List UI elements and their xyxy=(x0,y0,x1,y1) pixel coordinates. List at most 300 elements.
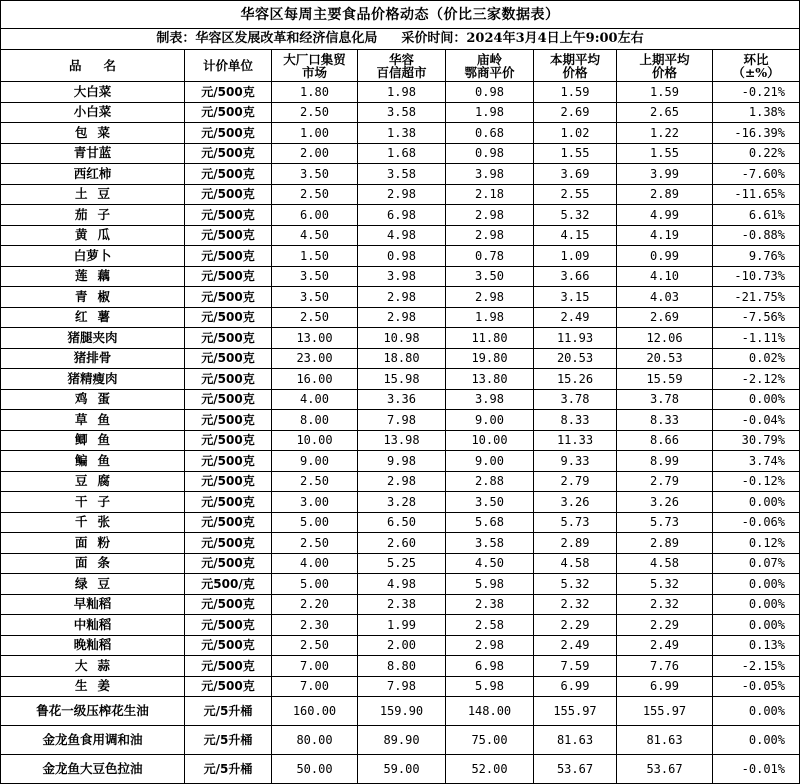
item-name: 黄瓜 xyxy=(1,225,185,246)
current-avg-price: 2.79 xyxy=(534,471,617,492)
market2-price: 9.98 xyxy=(358,451,446,472)
previous-avg-price: 6.99 xyxy=(617,676,713,697)
table-row xyxy=(1,82,800,103)
market3-price: 11.80 xyxy=(446,328,534,349)
table-row xyxy=(1,594,800,615)
market1-price: 16.00 xyxy=(272,369,358,390)
unit-cell: 元/500克 xyxy=(185,143,272,164)
unit-cell: 元/500克 xyxy=(185,635,272,656)
market2-price: 2.98 xyxy=(358,184,446,205)
header-market2-line1: 华容 xyxy=(388,51,414,67)
unit-cell: 元/500克 xyxy=(185,430,272,451)
ratio-value: -21.75% xyxy=(713,287,800,308)
unit-cell: 元/500克 xyxy=(185,266,272,287)
header-current-line1: 本期平均 xyxy=(549,51,600,67)
table-row xyxy=(1,164,800,185)
market2-price: 7.98 xyxy=(358,676,446,697)
table-row xyxy=(1,553,800,574)
header-ratio xyxy=(713,50,800,82)
market3-price: 52.00 xyxy=(446,755,534,784)
unit-cell: 元/500克 xyxy=(185,123,272,144)
unit-cell: 元/500克 xyxy=(185,594,272,615)
table-row xyxy=(1,697,800,726)
ratio-value: 0.00% xyxy=(713,726,800,755)
market2-price: 13.98 xyxy=(358,430,446,451)
market2-price: 18.80 xyxy=(358,348,446,369)
market3-price: 10.00 xyxy=(446,430,534,451)
item-name: 金龙鱼食用调和油 xyxy=(1,726,185,755)
market1-price: 2.50 xyxy=(272,184,358,205)
table-row xyxy=(1,410,800,431)
market3-price: 9.00 xyxy=(446,451,534,472)
unit-cell: 元/500克 xyxy=(185,410,272,431)
ratio-value: -11.65% xyxy=(713,184,800,205)
market2-price: 3.28 xyxy=(358,492,446,513)
unit-cell: 元/5升桶 xyxy=(185,755,272,784)
unit-cell: 元/500克 xyxy=(185,512,272,533)
header-market3-line2: 鄂商平价 xyxy=(464,64,515,80)
market2-price: 0.98 xyxy=(358,246,446,267)
header-current-line2: 价格 xyxy=(562,64,588,80)
item-name: 豆腐 xyxy=(1,471,185,492)
previous-avg-price: 2.89 xyxy=(617,533,713,554)
ratio-value: -10.73% xyxy=(713,266,800,287)
header-market1-line1: 大厂口集贸 xyxy=(283,51,346,67)
market3-price: 3.58 xyxy=(446,533,534,554)
market3-price: 6.98 xyxy=(446,656,534,677)
current-avg-price: 1.59 xyxy=(534,82,617,103)
market2-price: 2.98 xyxy=(358,307,446,328)
previous-avg-price: 12.06 xyxy=(617,328,713,349)
ratio-value: 0.00% xyxy=(713,492,800,513)
table-row xyxy=(1,287,800,308)
current-avg-price: 11.93 xyxy=(534,328,617,349)
current-avg-price: 5.73 xyxy=(534,512,617,533)
market1-price: 2.20 xyxy=(272,594,358,615)
table-row xyxy=(1,348,800,369)
item-name: 土豆 xyxy=(1,184,185,205)
market2-price: 59.00 xyxy=(358,755,446,784)
market3-price: 2.38 xyxy=(446,594,534,615)
unit-cell: 元/500克 xyxy=(185,615,272,636)
previous-avg-price: 81.63 xyxy=(617,726,713,755)
table-row xyxy=(1,143,800,164)
ratio-value: -0.21% xyxy=(713,82,800,103)
unit-cell: 元/500克 xyxy=(185,184,272,205)
ratio-value: -0.05% xyxy=(713,676,800,697)
header-current-avg xyxy=(534,50,617,82)
previous-avg-price: 0.99 xyxy=(617,246,713,267)
table-row xyxy=(1,471,800,492)
table-row xyxy=(1,369,800,390)
market3-price: 0.98 xyxy=(446,82,534,103)
item-name: 青甘蓝 xyxy=(1,143,185,164)
market1-price: 3.50 xyxy=(272,164,358,185)
header-market1-line2: 市场 xyxy=(301,64,327,80)
market3-price: 9.00 xyxy=(446,410,534,431)
current-avg-price: 53.67 xyxy=(534,755,617,784)
previous-avg-price: 2.79 xyxy=(617,471,713,492)
item-name: 猪排骨 xyxy=(1,348,185,369)
market3-price: 2.98 xyxy=(446,225,534,246)
previous-avg-price: 4.03 xyxy=(617,287,713,308)
ratio-value: -7.60% xyxy=(713,164,800,185)
item-name: 大蒜 xyxy=(1,656,185,677)
item-name: 生姜 xyxy=(1,676,185,697)
previous-avg-price: 3.99 xyxy=(617,164,713,185)
market3-price: 0.98 xyxy=(446,143,534,164)
market3-price: 0.68 xyxy=(446,123,534,144)
market1-price: 9.00 xyxy=(272,451,358,472)
table-row xyxy=(1,755,800,784)
item-name: 金龙鱼大豆色拉油 xyxy=(1,755,185,784)
previous-avg-price: 15.59 xyxy=(617,369,713,390)
table-row xyxy=(1,451,800,472)
market3-price: 1.98 xyxy=(446,102,534,123)
current-avg-price: 3.78 xyxy=(534,389,617,410)
market1-price: 4.00 xyxy=(272,553,358,574)
previous-avg-price: 4.99 xyxy=(617,205,713,226)
market3-price: 2.98 xyxy=(446,205,534,226)
market1-price: 2.50 xyxy=(272,102,358,123)
current-avg-price: 6.99 xyxy=(534,676,617,697)
current-avg-price: 2.89 xyxy=(534,533,617,554)
current-avg-price: 1.55 xyxy=(534,143,617,164)
unit-cell: 元/500克 xyxy=(185,82,272,103)
previous-avg-price: 20.53 xyxy=(617,348,713,369)
market1-price: 2.00 xyxy=(272,143,358,164)
market1-price: 80.00 xyxy=(272,726,358,755)
item-name: 干子 xyxy=(1,492,185,513)
table-row xyxy=(1,635,800,656)
current-avg-price: 81.63 xyxy=(534,726,617,755)
previous-avg-price: 5.73 xyxy=(617,512,713,533)
market3-price: 3.50 xyxy=(446,266,534,287)
ratio-value: -0.04% xyxy=(713,410,800,431)
table-row xyxy=(1,225,800,246)
current-avg-price: 155.97 xyxy=(534,697,617,726)
unit-cell: 元/500克 xyxy=(185,369,272,390)
current-avg-price: 2.55 xyxy=(534,184,617,205)
market1-price: 2.50 xyxy=(272,635,358,656)
unit-cell: 元/500克 xyxy=(185,307,272,328)
table-title: 华容区每周主要食品价格动态（价比三家数据表） xyxy=(1,1,800,29)
market3-price: 3.98 xyxy=(446,389,534,410)
market2-price: 89.90 xyxy=(358,726,446,755)
unit-cell: 元/500克 xyxy=(185,533,272,554)
market3-price: 4.50 xyxy=(446,553,534,574)
table-row xyxy=(1,102,800,123)
item-name: 红薯 xyxy=(1,307,185,328)
market2-price: 2.98 xyxy=(358,471,446,492)
market1-price: 1.00 xyxy=(272,123,358,144)
ratio-value: -16.39% xyxy=(713,123,800,144)
market2-price: 3.98 xyxy=(358,266,446,287)
market2-price: 4.98 xyxy=(358,225,446,246)
current-avg-price: 1.09 xyxy=(534,246,617,267)
previous-avg-price: 4.19 xyxy=(617,225,713,246)
market3-price: 2.58 xyxy=(446,615,534,636)
market1-price: 5.00 xyxy=(272,574,358,595)
market1-price: 7.00 xyxy=(272,656,358,677)
table-row xyxy=(1,512,800,533)
item-name: 绿豆 xyxy=(1,574,185,595)
market2-price: 2.98 xyxy=(358,287,446,308)
previous-avg-price: 2.49 xyxy=(617,635,713,656)
unit-cell: 元/5升桶 xyxy=(185,697,272,726)
current-avg-price: 3.69 xyxy=(534,164,617,185)
market1-price: 2.30 xyxy=(272,615,358,636)
table-row xyxy=(1,430,800,451)
ratio-value: -0.06% xyxy=(713,512,800,533)
maker-text: 制表：华容区发展改革和经济信息化局 xyxy=(156,31,378,46)
market1-price: 6.00 xyxy=(272,205,358,226)
item-name: 晚籼稻 xyxy=(1,635,185,656)
previous-avg-price: 5.32 xyxy=(617,574,713,595)
header-ratio-line1: 环比 xyxy=(743,51,769,67)
previous-avg-price: 2.29 xyxy=(617,615,713,636)
item-name: 猪精瘦肉 xyxy=(1,369,185,390)
current-avg-price: 15.26 xyxy=(534,369,617,390)
ratio-value: 0.00% xyxy=(713,615,800,636)
item-name: 面粉 xyxy=(1,533,185,554)
table-row xyxy=(1,656,800,677)
item-name: 包菜 xyxy=(1,123,185,144)
market2-price: 1.99 xyxy=(358,615,446,636)
unit-cell: 元/500克 xyxy=(185,676,272,697)
item-name: 面条 xyxy=(1,553,185,574)
market3-price: 5.68 xyxy=(446,512,534,533)
table-row xyxy=(1,307,800,328)
ratio-value: 0.00% xyxy=(713,594,800,615)
ratio-value: 0.13% xyxy=(713,635,800,656)
market2-price: 3.36 xyxy=(358,389,446,410)
unit-cell: 元/500克 xyxy=(185,492,272,513)
current-avg-price: 2.49 xyxy=(534,307,617,328)
unit-cell: 元/500克 xyxy=(185,451,272,472)
market2-price: 1.98 xyxy=(358,82,446,103)
market1-price: 4.50 xyxy=(272,225,358,246)
current-avg-price: 3.26 xyxy=(534,492,617,513)
item-name: 茄子 xyxy=(1,205,185,226)
ratio-value: 0.07% xyxy=(713,553,800,574)
table-row xyxy=(1,574,800,595)
market2-price: 5.25 xyxy=(358,553,446,574)
market3-price: 13.80 xyxy=(446,369,534,390)
previous-avg-price: 2.32 xyxy=(617,594,713,615)
unit-cell: 元/500克 xyxy=(185,553,272,574)
market2-price: 159.90 xyxy=(358,697,446,726)
current-avg-price: 7.59 xyxy=(534,656,617,677)
table-row xyxy=(1,533,800,554)
item-name: 草鱼 xyxy=(1,410,185,431)
item-name: 千张 xyxy=(1,512,185,533)
table-row xyxy=(1,492,800,513)
market1-price: 50.00 xyxy=(272,755,358,784)
table-row xyxy=(1,205,800,226)
unit-cell: 元/500克 xyxy=(185,328,272,349)
market3-price: 148.00 xyxy=(446,697,534,726)
header-market1 xyxy=(272,50,358,82)
market2-price: 7.98 xyxy=(358,410,446,431)
market1-price: 2.50 xyxy=(272,471,358,492)
market2-price: 4.98 xyxy=(358,574,446,595)
previous-avg-price: 4.10 xyxy=(617,266,713,287)
market1-price: 7.00 xyxy=(272,676,358,697)
market2-price: 3.58 xyxy=(358,102,446,123)
current-avg-price: 4.15 xyxy=(534,225,617,246)
ratio-value: 9.76% xyxy=(713,246,800,267)
current-avg-price: 2.29 xyxy=(534,615,617,636)
market3-price: 3.98 xyxy=(446,164,534,185)
market1-price: 1.80 xyxy=(272,82,358,103)
item-name: 鲫鱼 xyxy=(1,430,185,451)
previous-avg-price: 1.55 xyxy=(617,143,713,164)
market3-price: 75.00 xyxy=(446,726,534,755)
ratio-value: 0.00% xyxy=(713,574,800,595)
market3-price: 2.98 xyxy=(446,635,534,656)
previous-avg-price: 8.66 xyxy=(617,430,713,451)
market2-price: 15.98 xyxy=(358,369,446,390)
unit-cell: 元/500克 xyxy=(185,102,272,123)
previous-avg-price: 8.99 xyxy=(617,451,713,472)
current-avg-price: 5.32 xyxy=(534,205,617,226)
previous-avg-price: 1.22 xyxy=(617,123,713,144)
item-name: 小白菜 xyxy=(1,102,185,123)
current-avg-price: 2.32 xyxy=(534,594,617,615)
ratio-value: 0.22% xyxy=(713,143,800,164)
previous-avg-price: 53.67 xyxy=(617,755,713,784)
market1-price: 160.00 xyxy=(272,697,358,726)
unit-cell: 元/500克 xyxy=(185,656,272,677)
header-name: 品名 xyxy=(1,50,185,82)
current-avg-price: 4.58 xyxy=(534,553,617,574)
ratio-value: 0.12% xyxy=(713,533,800,554)
current-avg-price: 2.49 xyxy=(534,635,617,656)
unit-cell: 元/500克 xyxy=(185,246,272,267)
market1-price: 5.00 xyxy=(272,512,358,533)
current-avg-price: 2.69 xyxy=(534,102,617,123)
previous-avg-price: 8.33 xyxy=(617,410,713,431)
item-name: 鲁花一级压榨花生油 xyxy=(1,697,185,726)
table-row xyxy=(1,246,800,267)
ratio-value: -0.88% xyxy=(713,225,800,246)
item-name: 西红柿 xyxy=(1,164,185,185)
market1-price: 1.50 xyxy=(272,246,358,267)
market1-price: 3.50 xyxy=(272,266,358,287)
unit-cell: 元/5升桶 xyxy=(185,726,272,755)
market2-price: 1.68 xyxy=(358,143,446,164)
table-row xyxy=(1,389,800,410)
ratio-value: -2.12% xyxy=(713,369,800,390)
unit-cell: 元500/克 xyxy=(185,574,272,595)
table-row xyxy=(1,328,800,349)
current-avg-price: 1.02 xyxy=(534,123,617,144)
market1-price: 13.00 xyxy=(272,328,358,349)
table-subtitle xyxy=(1,29,800,50)
previous-avg-price: 2.69 xyxy=(617,307,713,328)
table-row xyxy=(1,615,800,636)
item-name: 鳊鱼 xyxy=(1,451,185,472)
unit-cell: 元/500克 xyxy=(185,205,272,226)
ratio-value: 1.38% xyxy=(713,102,800,123)
table-row xyxy=(1,266,800,287)
current-avg-price: 3.66 xyxy=(534,266,617,287)
unit-cell: 元/500克 xyxy=(185,471,272,492)
market2-price: 6.98 xyxy=(358,205,446,226)
ratio-value: 3.74% xyxy=(713,451,800,472)
current-avg-price: 9.33 xyxy=(534,451,617,472)
ratio-value: -7.56% xyxy=(713,307,800,328)
unit-cell: 元/500克 xyxy=(185,225,272,246)
ratio-value: -0.01% xyxy=(713,755,800,784)
previous-avg-price: 155.97 xyxy=(617,697,713,726)
header-unit: 计价单位 xyxy=(185,50,272,82)
market1-price: 10.00 xyxy=(272,430,358,451)
market3-price: 5.98 xyxy=(446,574,534,595)
market2-price: 2.38 xyxy=(358,594,446,615)
market3-price: 2.18 xyxy=(446,184,534,205)
current-avg-price: 20.53 xyxy=(534,348,617,369)
item-name: 早籼稻 xyxy=(1,594,185,615)
ratio-value: 0.00% xyxy=(713,697,800,726)
market3-price: 3.50 xyxy=(446,492,534,513)
header-market2 xyxy=(358,50,446,82)
market1-price: 3.50 xyxy=(272,287,358,308)
item-name: 猪腿夹肉 xyxy=(1,328,185,349)
table-row xyxy=(1,726,800,755)
ratio-value: 0.02% xyxy=(713,348,800,369)
previous-avg-price: 7.76 xyxy=(617,656,713,677)
market3-price: 19.80 xyxy=(446,348,534,369)
unit-cell: 元/500克 xyxy=(185,348,272,369)
market3-price: 2.88 xyxy=(446,471,534,492)
previous-avg-price: 3.78 xyxy=(617,389,713,410)
market2-price: 1.38 xyxy=(358,123,446,144)
unit-cell: 元/500克 xyxy=(185,164,272,185)
previous-avg-price: 3.26 xyxy=(617,492,713,513)
table-row xyxy=(1,184,800,205)
header-ratio-line2: （±%） xyxy=(732,64,780,80)
market1-price: 3.00 xyxy=(272,492,358,513)
header-market3-line1: 庙岭 xyxy=(476,51,502,67)
item-name: 白萝卜 xyxy=(1,246,185,267)
current-avg-price: 11.33 xyxy=(534,430,617,451)
header-market2-line2: 百信超市 xyxy=(376,64,427,80)
market3-price: 2.98 xyxy=(446,287,534,308)
ratio-value: 6.61% xyxy=(713,205,800,226)
market2-price: 2.60 xyxy=(358,533,446,554)
header-previous-avg xyxy=(617,50,713,82)
ratio-value: 0.00% xyxy=(713,389,800,410)
item-name: 鸡蛋 xyxy=(1,389,185,410)
collection-time-text: 采价时间：2024年3月4日上午9:00左右 xyxy=(401,31,644,46)
market3-price: 5.98 xyxy=(446,676,534,697)
ratio-value: 30.79% xyxy=(713,430,800,451)
current-avg-price: 8.33 xyxy=(534,410,617,431)
table-row xyxy=(1,676,800,697)
header-previous-line2: 价格 xyxy=(651,64,677,80)
market2-price: 6.50 xyxy=(358,512,446,533)
previous-avg-price: 2.89 xyxy=(617,184,713,205)
ratio-value: -0.12% xyxy=(713,471,800,492)
market1-price: 2.50 xyxy=(272,533,358,554)
previous-avg-price: 2.65 xyxy=(617,102,713,123)
previous-avg-price: 1.59 xyxy=(617,82,713,103)
market2-price: 2.00 xyxy=(358,635,446,656)
market2-price: 3.58 xyxy=(358,164,446,185)
market2-price: 8.80 xyxy=(358,656,446,677)
